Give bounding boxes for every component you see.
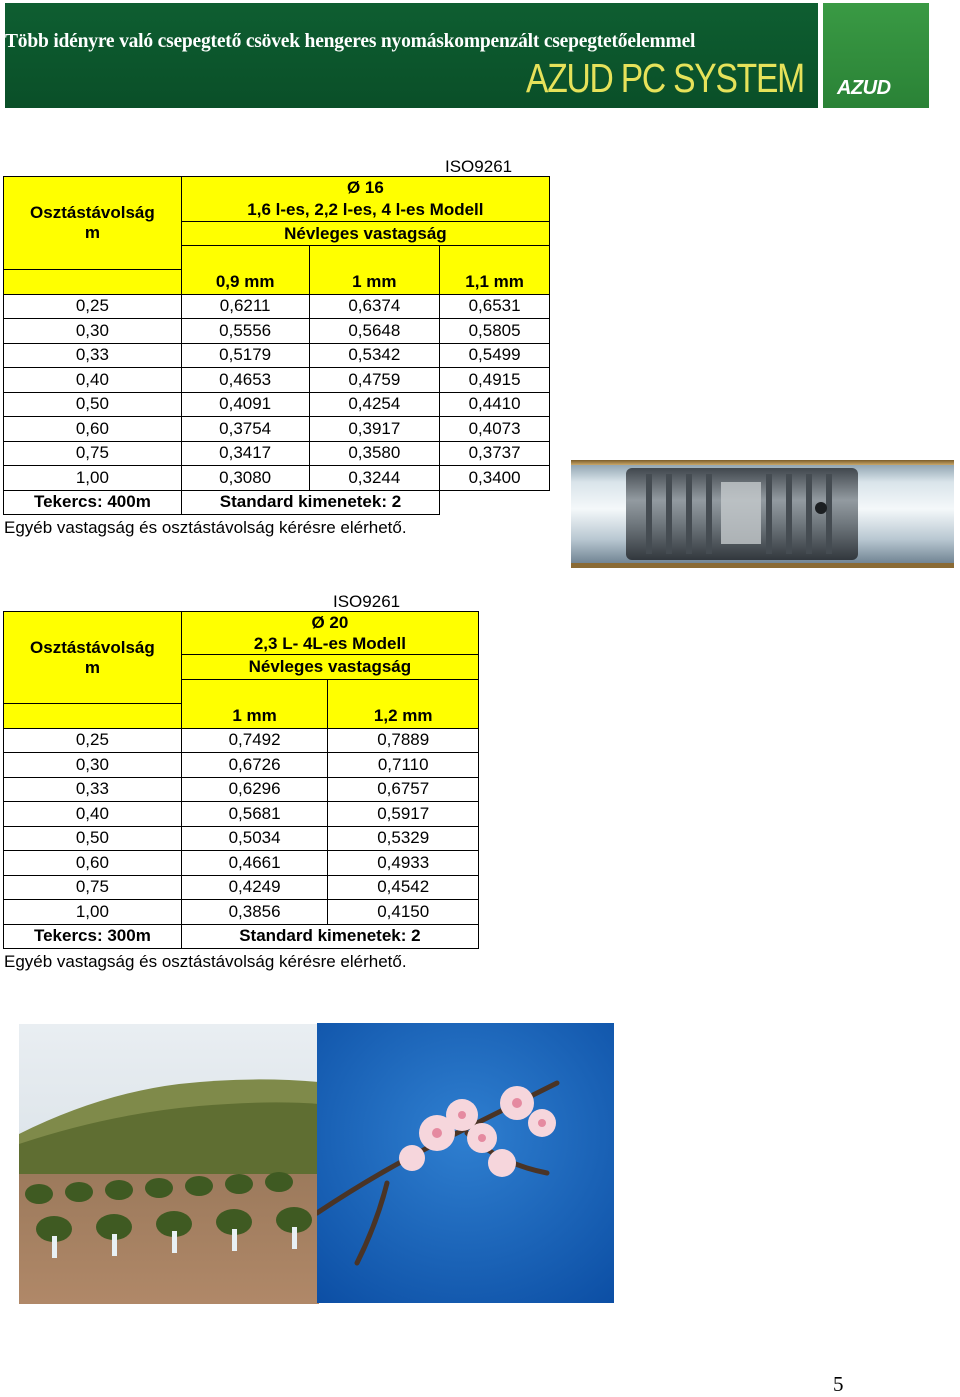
- iso-label-2: ISO9261: [333, 592, 401, 611]
- table-cell: 0,3754: [181, 417, 309, 442]
- table-cell: 0,5917: [328, 802, 479, 827]
- dripper-tube-photo: [571, 460, 954, 568]
- spec-table-20: [3, 611, 479, 949]
- spacing-label: Osztástávolság: [30, 637, 155, 657]
- spacing-value: 0,60: [4, 417, 182, 442]
- table-cell: 0,4073: [440, 417, 550, 442]
- table-cell: 0,6726: [181, 753, 328, 778]
- spacing-value: 0,25: [4, 294, 182, 319]
- table-cell: 0,5179: [181, 343, 309, 368]
- diameter-cell: Ø 20: [181, 612, 478, 634]
- table-row: [4, 417, 550, 442]
- table-cell: 0,4249: [181, 875, 328, 900]
- table-cell: 0,5499: [440, 343, 550, 368]
- table-cell: 0,6296: [181, 777, 328, 802]
- table-row: [4, 368, 550, 393]
- table-cell: 0,3737: [440, 441, 550, 466]
- table-cell: 0,4759: [309, 368, 440, 393]
- table-row: [4, 753, 479, 778]
- blank-cell: [4, 704, 182, 729]
- spacing-value: 0,75: [4, 441, 182, 466]
- system-name: AZUD PC SYSTEM: [526, 55, 804, 101]
- table-row: [4, 802, 479, 827]
- table-cell: 0,3400: [440, 466, 550, 491]
- spacing-value: 0,50: [4, 392, 182, 417]
- spacing-value: 0,75: [4, 875, 182, 900]
- table-cell: 0,7492: [181, 728, 328, 753]
- blank-cell: [328, 680, 479, 704]
- table-cell: 0,5805: [440, 319, 550, 344]
- col-header: 1 mm: [309, 270, 440, 295]
- table-row: [4, 392, 550, 417]
- availability-note: Egyéb vastagság és osztástávolság kérésre elérhető.: [4, 952, 407, 971]
- spacing-value: 0,40: [4, 368, 182, 393]
- table-cell: 0,3244: [309, 466, 440, 491]
- model-cell: 1,6 l-es, 2,2 l-es, 4 l-es Modell: [181, 199, 549, 222]
- table-cell: 0,5342: [309, 343, 440, 368]
- outlets-cell: Standard kimenetek: 2: [181, 490, 439, 515]
- table-row: [4, 728, 479, 753]
- spacing-value: 0,33: [4, 343, 182, 368]
- col-header: 1,2 mm: [328, 704, 479, 729]
- col-header: 1 mm: [181, 704, 328, 729]
- table-cell: 0,3917: [309, 417, 440, 442]
- col-header: 1,1 mm: [440, 270, 550, 295]
- table-cell: 0,7889: [328, 728, 479, 753]
- spacing-value: 0,50: [4, 826, 182, 851]
- blank-cell: [440, 490, 550, 515]
- table-row: [4, 441, 550, 466]
- table-cell: 0,5034: [181, 826, 328, 851]
- table-cell: 0,4915: [440, 368, 550, 393]
- col-header: 0,9 mm: [181, 270, 309, 295]
- spec-table-16: [3, 176, 550, 515]
- table-cell: 0,3580: [309, 441, 440, 466]
- spacing-value: 0,33: [4, 777, 182, 802]
- table-cell: 0,3856: [181, 900, 328, 925]
- table-cell: 0,4150: [328, 900, 479, 925]
- table-cell: 0,4254: [309, 392, 440, 417]
- diameter-cell: Ø 16: [181, 177, 549, 200]
- header-title: Több idényre való csepegtető csövek hengeres nyomáskompenzált csepegtetőelemmel: [5, 31, 696, 52]
- orchard-photo: [19, 1024, 319, 1304]
- table-cell: 0,3080: [181, 466, 309, 491]
- table-row: [4, 777, 479, 802]
- header-banner: [5, 3, 818, 108]
- coil-cell: Tekercs: 300m: [4, 924, 182, 949]
- table-row: [4, 826, 479, 851]
- spacing-value: 0,60: [4, 851, 182, 876]
- table-row: [4, 900, 479, 925]
- table-cell: 0,4933: [328, 851, 479, 876]
- table-cell: 0,6211: [181, 294, 309, 319]
- table-cell: 0,4661: [181, 851, 328, 876]
- spacing-header: [4, 612, 182, 704]
- azud-logo-text: AZUD: [837, 77, 891, 99]
- nominal-cell: Névleges vastagság: [181, 655, 478, 680]
- blank-cell: [309, 246, 440, 270]
- spacing-value: 0,30: [4, 753, 182, 778]
- blank-cell: [4, 270, 182, 295]
- table-row: [4, 343, 550, 368]
- table-cell: 0,5648: [309, 319, 440, 344]
- availability-note: Egyéb vastagság és osztástávolság kérésre elérhető.: [4, 518, 407, 537]
- almond-blossom-photo: [317, 1023, 614, 1303]
- nominal-cell: Névleges vastagság: [181, 222, 549, 246]
- table-cell: 0,6374: [309, 294, 440, 319]
- spacing-label: Osztástávolság: [30, 203, 155, 222]
- spacing-unit: m: [84, 223, 100, 242]
- table-row: [4, 319, 550, 344]
- table-row: [4, 875, 479, 900]
- table-cell: 0,4410: [440, 392, 550, 417]
- spacing-value: 1,00: [4, 466, 182, 491]
- outlets-cell: Standard kimenetek: 2: [181, 924, 478, 949]
- blank-cell: [440, 246, 550, 270]
- spacing-value: 0,40: [4, 802, 182, 827]
- table-cell: 0,6757: [328, 777, 479, 802]
- spacing-header: [4, 177, 182, 270]
- table-row: [4, 294, 550, 319]
- table-row: [4, 851, 479, 876]
- spacing-value: 1,00: [4, 900, 182, 925]
- model-cell: 2,3 L- 4L-es Modell: [181, 633, 478, 655]
- table-cell: 0,4653: [181, 368, 309, 393]
- spacing-value: 0,25: [4, 728, 182, 753]
- blank-cell: [181, 246, 309, 270]
- page-number: 5: [833, 1372, 844, 1396]
- iso-label-1: ISO9261: [445, 157, 513, 176]
- blank-cell: [181, 680, 328, 704]
- table-cell: 0,4091: [181, 392, 309, 417]
- table-cell: 0,5681: [181, 802, 328, 827]
- table-cell: 0,4542: [328, 875, 479, 900]
- table-cell: 0,3417: [181, 441, 309, 466]
- table-cell: 0,5556: [181, 319, 309, 344]
- table-row: [4, 466, 550, 491]
- table-cell: 0,5329: [328, 826, 479, 851]
- table-cell: 0,6531: [440, 294, 550, 319]
- table-cell: 0,7110: [328, 753, 479, 778]
- spacing-unit: m: [84, 657, 100, 677]
- coil-cell: Tekercs: 400m: [4, 490, 182, 515]
- azud-logo: [823, 3, 929, 108]
- spacing-value: 0,30: [4, 319, 182, 344]
